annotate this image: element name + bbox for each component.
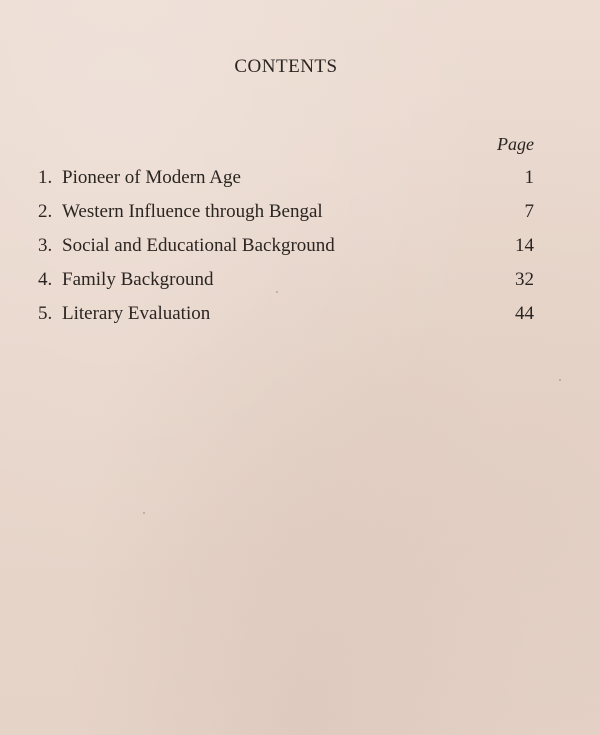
paper-speck: [143, 512, 145, 514]
toc-entry-number: 2.: [38, 201, 53, 222]
toc-entry: [38, 201, 534, 235]
toc-entry-page-number: 14: [515, 235, 534, 256]
toc-entry-title: Family Background: [62, 269, 214, 290]
page-column-label: Page: [497, 134, 534, 154]
toc-entry: [38, 269, 534, 303]
table-of-contents: [38, 167, 534, 337]
toc-entry-title: Western Influence through Bengal: [62, 201, 323, 222]
toc-entry-page-number: 32: [515, 269, 534, 290]
toc-entry-page-number: 7: [524, 201, 534, 222]
toc-entry-left: [38, 235, 335, 257]
toc-entry-number: 5.: [38, 303, 53, 324]
toc-entry-left: [38, 269, 213, 291]
toc-entry-page-number: 44: [515, 303, 534, 324]
paper-speck: [559, 379, 561, 381]
toc-entry-number: 4.: [38, 269, 53, 290]
toc-entry-left: [38, 201, 323, 223]
toc-entry-title: Pioneer of Modern Age: [62, 167, 241, 188]
toc-entry-title: Social and Educational Background: [62, 235, 335, 256]
toc-entry-left: [38, 303, 210, 325]
toc-entry-title: Literary Evaluation: [62, 303, 211, 324]
toc-entry: [38, 303, 534, 337]
toc-entry: [38, 167, 534, 201]
toc-entry-number: 1.: [38, 167, 53, 188]
toc-entry-left: [38, 167, 241, 189]
toc-entry-page-number: 1: [524, 167, 534, 188]
toc-entry: [38, 235, 534, 269]
toc-entry-number: 3.: [38, 235, 53, 256]
contents-heading: CONTENTS: [234, 56, 338, 77]
